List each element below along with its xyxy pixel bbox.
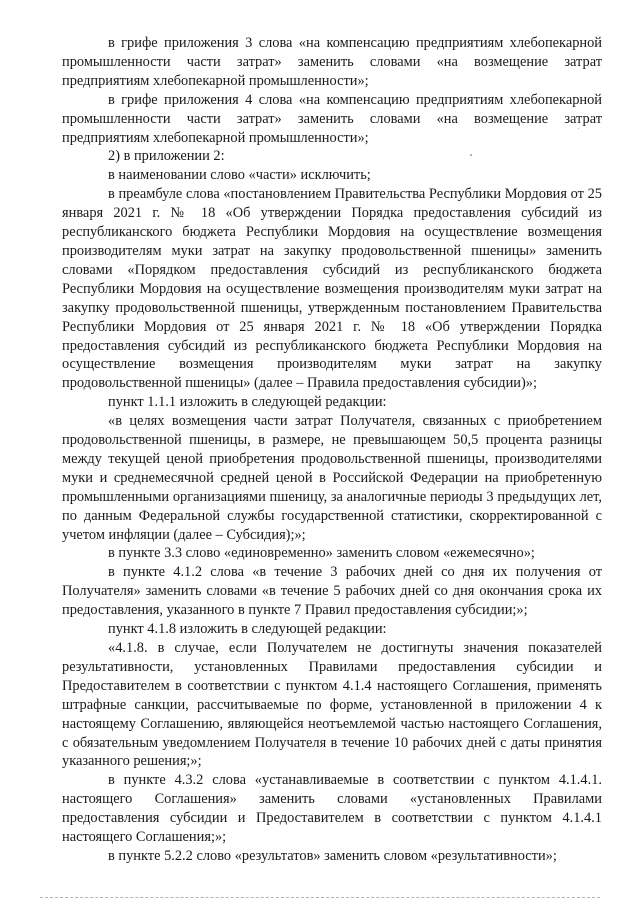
paragraph-clause-4-3-2: в пункте 4.3.2 слова «устанавливаемые в соответствии с пунктом 4.1.4.1. настоящего Соглашения» заменить словами «установленных Правилами предоставления субсидии и Предоставителем в соответствии с пунктом 4.1.4.1 настоящего Соглашения;»; (62, 772, 602, 846)
paragraph-annex4-heading: в грифе приложения 4 слова «на компенсацию предприятиям хлебопекарной промышленности части затрат» заменить словами «на возмещение затрат предприятиям хлебопекарной промышленности»; (62, 91, 602, 146)
paragraph-preamble-change: в преамбуле слова «постановлением Правительства Республики Мордовия от 25 января 2021 г. № 18 «Об утверждении Порядка предоставления субсидий из республиканского бюджета Республики Мордовия на осуществление возмещения производителям муки затрат на закупку продовольственной пшеницы» заменить словами «Порядком предоставления субсидий из республиканского бюджета Республики Мордовия на осуществление возмещения производителям муки затрат на закупку продовольственной пшеницы, утвержденным постановлением Правительства Республики Мордовия от 25 января 2021 г. № 18 «Об утверждении Порядка предоставления субсидий из республиканского бюджета Республики Мордовия на осуществление возмещения производителям муки затрат на закупку продовольственной пшеницы» (далее – Правила предоставления субсидии)»; (62, 186, 602, 392)
paragraph-clause-4-1-2: в пункте 4.1.2 слова «в течение 3 рабочих дней со дня их получения от Получателя» заменить словами «в течение 5 рабочих дней со дня окончания срока их предоставления, указанного в пункте 7 Правил предоставления субсидии;»; (62, 564, 602, 619)
paragraph-annex2-intro: 2) в приложении 2: (108, 148, 225, 165)
paragraph-clause-4-1-8-text: «4.1.8. в случае, если Получателем не достигнуты значения показателей результативности, установленных Правилами предоставления субсидии и Предоставителем в соответствии с пунктом 4.1.4 настоящего Соглашения, применять штрафные санкции, рассчитываемые по форме, установленной в приложении 4 к настоящему Соглашению, являющейся неотъемлемой частью настоящего Соглашения, с обязательным уведомлением Получателя в течение 10 рабочих дней с даты принятия указанного решения;»; (62, 640, 602, 770)
scan-speck (578, 128, 579, 129)
paragraph-clause-4-1-8-intro: пункт 4.1.8 изложить в следующей редакции: (108, 621, 387, 638)
document-body (62, 34, 602, 866)
paragraph-clause-3-3: в пункте 3.3 слово «единовременно» заменить словом «ежемесячно»; (108, 545, 535, 562)
paragraph-clause-1-1-1-intro: пункт 1.1.1 изложить в следующей редакции: (108, 394, 387, 411)
scan-edge-line (40, 897, 600, 898)
paragraph-clause-1-1-1-text: «в целях возмещения части затрат Получателя, связанных с приобретением продовольственной пшеницы, в размере, не превышающем 50,5 процента разницы между текущей ценой приобретения продовольственной пшеницы, производителями муки и среднемесячной средней ценой в Российской Федерации на приобретенную промышленными организациями пшеницу, за аналогичные периоды 3 предыдущих лет, по данным Федеральной службы государственной статистики, скорректированной с учетом инфляции (далее – Субсидия);»; (62, 413, 602, 543)
paragraph-clause-5-2-2: в пункте 5.2.2 слово «результатов» заменить словом «результативности»; (108, 847, 557, 864)
paragraph-title-change: в наименовании слово «части» исключить; (108, 167, 371, 184)
scan-speck (470, 154, 472, 156)
paragraph-annex3-heading: в грифе приложения 3 слова «на компенсацию предприятиям хлебопекарной промышленности части затрат» заменить словами «на возмещение затрат предприятиям хлебопекарной промышленности»; (62, 35, 602, 89)
